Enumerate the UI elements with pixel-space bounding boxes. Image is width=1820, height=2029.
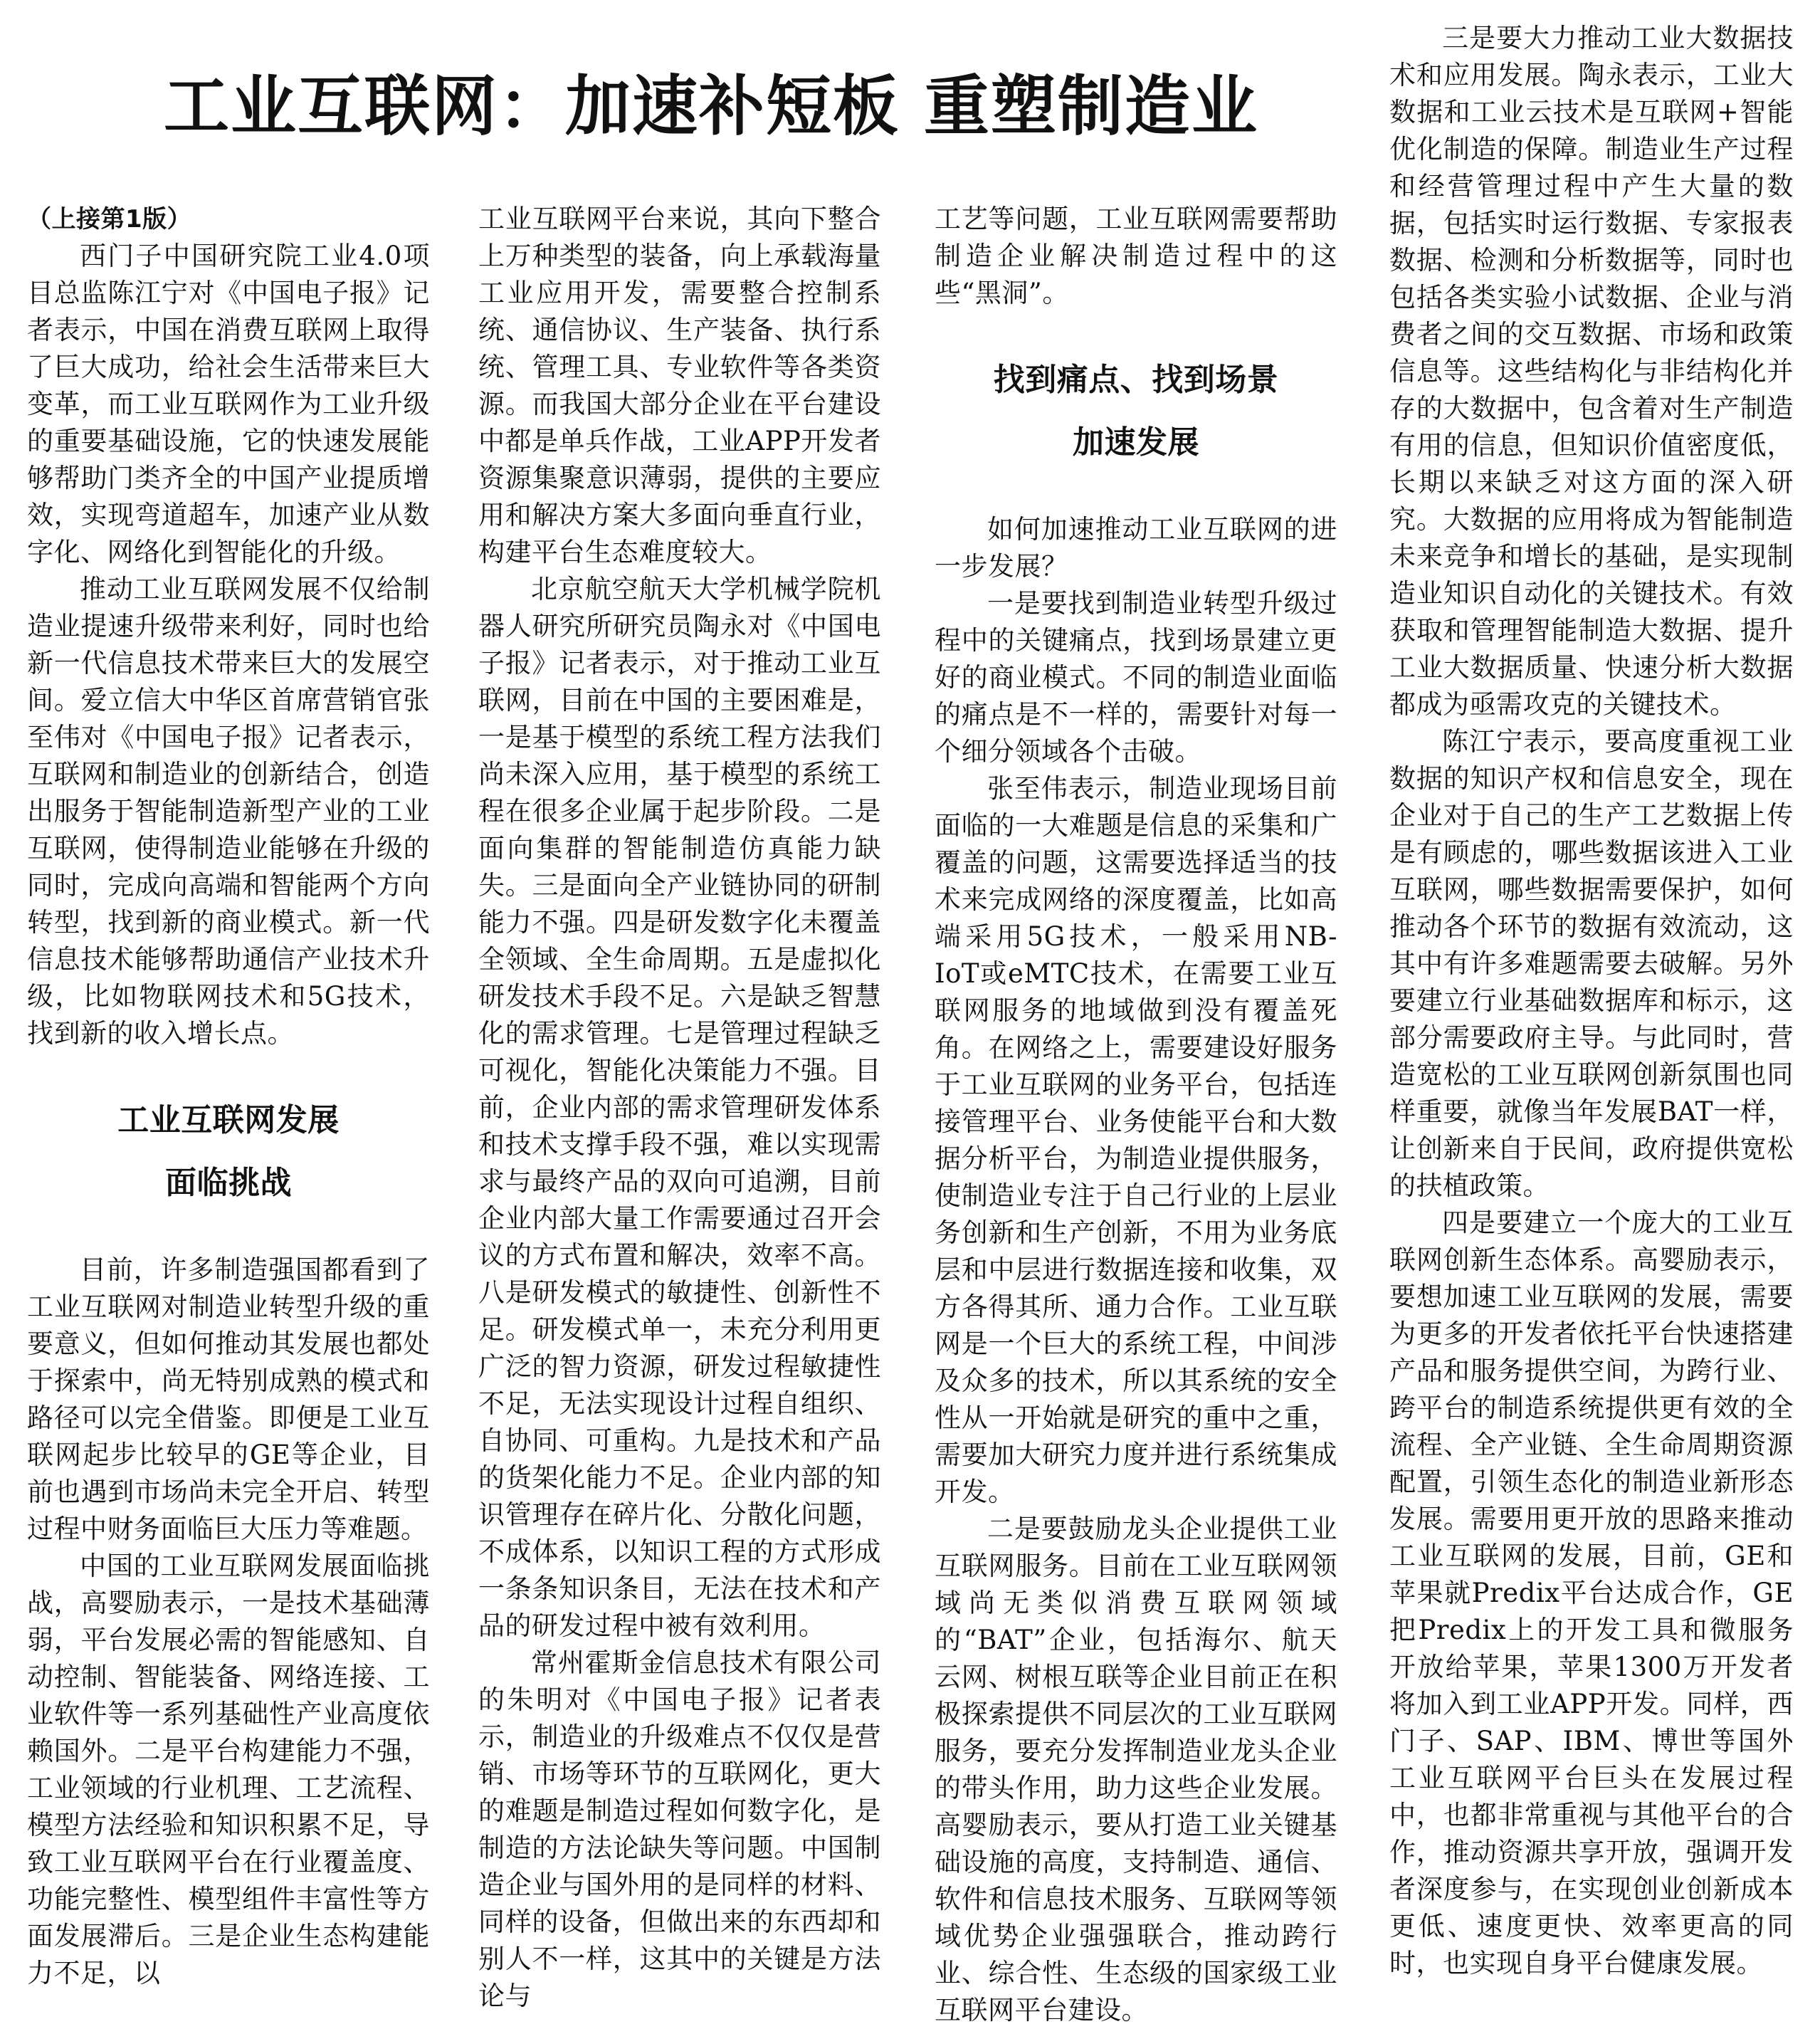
- paragraph: 西门子中国研究院工业4.0项目总监陈江宁对《中国电子报》记者表示，中国在消费互联网上取得了巨大成功，给社会生活带来巨大变革，而工业互联网作为工业升级的重要基础设施，它的快速发展能够帮助门类齐全的中国产业提质增效，实现弯道超车，加速产业从数字化、网络化到智能化的升级。: [27, 241, 430, 567]
- section-heading-line: 找到痛点、找到场景: [993, 362, 1279, 398]
- paragraph: 目前，许多制造强国都看到了工业互联网对制造业转型升级的重要意义，但如何推动其发展也都处于探索中，尚无特别成熟的模式和路径可以完全借鉴。即便是工业互联网起步比较早的GE等企业，目前也遇到市场尚未完全开启、转型过程中财务面临巨大压力等难题。: [27, 1254, 430, 1544]
- paragraph: 推动工业互联网发展不仅给制造业提速升级带来利好，同时也给新一代信息技术带来巨大的发展空间。爱立信大中华区首席营销官张至伟对《中国电子报》记者表示，互联网和制造业的创新结合，创造出服务于智能制造新型产业的工业互联网，使得制造业能够在升级的同时，完成向高端和智能两个方向转型，找到新的商业模式。新一代信息技术能够帮助通信产业技术升级，比如物联网技术和5G技术，找到新的收入增长点。: [27, 574, 430, 1049]
- article-column-4: [1389, 20, 1794, 1978]
- paragraph-continued: 工艺等问题，工业互联网需要帮助制造企业解决制造过程中的这些“黑洞”。: [935, 204, 1337, 308]
- paragraph: 北京航空航天大学机械学院机器人研究所研究员陶永对《中国电子报》记者表示，对于推动工业互联网，目前在中国的主要困难是，一是基于模型的系统工程方法我们尚未深入应用，基于模型的系统工程在很多企业属于起步阶段。二是面向集群的智能制造仿真能力缺失。三是面向全产业链协同的研制能力不强。四是研发数字化未覆盖全领域、全生命周期。五是虚拟化研发技术手段不足。六是缺乏智慧化的需求管理。七是管理过程缺乏可视化，智能化决策能力不强。目前，企业内部的需求管理研发体系和技术支撑手段不强，难以实现需求与最终产品的双向可追溯，目前企业内部大量工作需要通过召开会议的方式布置和解决，效率不高。八是研发模式的敏捷性、创新性不足。研发模式单一，未充分利用更广泛的智力资源，研发过程敏捷性不足，无法实现设计过程自组织、自协同、可重构。九是技术和产品的货架化能力不足。企业内部的知识管理存在碎片化、分散化问题，不成体系，以知识工程的方式形成一条条知识条目，无法在技术和产品的研发过程中被有效利用。: [478, 574, 881, 1641]
- paragraph: 陈江宁表示，要高度重视工业数据的知识产权和信息安全，现在企业对于自己的生产工艺数据上传是有顾虑的，哪些数据该进入工业互联网，哪些数据需要保护，如何推动各个环节的数据有效流动，这其中有许多难题需要去破解。另外要建立行业基础数据库和标示，这部分需要政府主导。与此同时，营造宽松的工业互联网创新氛围也同样重要，就像当年发展BAT一样，让创新来自于民间，政府提供宽松的扶植政策。: [1389, 726, 1794, 1201]
- article-column-3: [935, 201, 1337, 2025]
- headline: 工业互联网：加速补短板 重塑制造业: [164, 68, 1259, 145]
- paragraph: 一是要找到制造业转型升级过程中的关键痛点，找到场景建立更好的商业模式。不同的制造业面临的痛点是不一样的，需要针对每一个细分领域各个击破。: [935, 588, 1337, 767]
- continuation-note: （上接第1版）: [27, 205, 192, 234]
- paragraph: 中国的工业互联网发展面临挑战，高婴励表示，一是技术基础薄弱，平台发展必需的智能感知、自动控制、智能装备、网络连接、工业软件等一系列基础性产业高度依赖国外。二是平台构建能力不强，工业领域的行业机理、工艺流程、模型方法经验和知识积累不足，导致工业互联网平台在行业覆盖度、功能完整性、模型组件丰富性等方面发展滞后。三是企业生态构建能力不足，以: [27, 1551, 430, 1988]
- paragraph: 三是要大力推动工业大数据技术和应用发展。陶永表示，工业大数据和工业云技术是互联网+智能优化制造的保障。制造业生产过程和经营管理过程中产生大量的数据，包括实时运行数据、专家报表数据、检测和分析数据等，同时也包括各类实验小试数据、企业与消费者之间的交互数据、市场和政策信息等。这些结构化与非结构化并存的大数据中，包含着对生产制造有用的信息，但知识价值密度低，长期以来缺乏对这方面的深入研究。大数据的应用将成为智能制造未来竞争和增长的基础，是实现制造业知识自动化的关键技术。有效获取和管理智能制造大数据、提升工业大数据质量、快速分析大数据都成为亟需攻克的关键技术。: [1389, 23, 1794, 720]
- paragraph: 张至伟表示，制造业现场目前面临的一大难题是信息的采集和广覆盖的问题，这需要选择适当的技术来完成网络的深度覆盖，比如高端采用5G技术，一般采用NB-IoT或eMTC技术，在需要工业互联网服务的地域做到没有覆盖死角。在网络之上，需要建设好服务于工业互联网的业务平台，包括连接管理平台、业务使能平台和大数据分析平台，为制造业提供服务，使制造业专注于自己行业的上层业务创新和生产创新，不用为业务底层和中层进行数据连接和收集，双方各得其所、通力合作。工业互联网是一个巨大的系统工程，中间涉及众多的技术，所以其系统的安全性从一开始就是研究的重中之重，需要加大研究力度并进行系统集成开发。: [935, 773, 1337, 1507]
- section-heading-development: [935, 349, 1337, 474]
- section-heading-line: 面临挑战: [165, 1165, 292, 1201]
- paragraph-continued: 工业互联网平台来说，其向下整合上万种类型的装备，向上承载海量工业应用开发，需要整合控制系统、通信协议、生产装备、执行系统、管理工具、专业软件等各类资源。而我国大部分企业在平台建设中都是单兵作战，工业APP开发者资源集聚意识薄弱，提供的主要应用和解决方案大多面向垂直行业，构建平台生态难度较大。: [478, 204, 881, 567]
- paragraph: 二是要鼓励龙头企业提供工业互联网服务。目前在工业互联网领域尚无类似消费互联网领域的“BAT”企业，包括海尔、航天云网、树根互联等企业目前正在积极探索提供不同层次的工业互联网服务，要充分发挥制造业龙头企业的带头作用，助力这些企业发展。高婴励表示，要从打造工业关键基础设施的高度，支持制造、通信、软件和信息技术服务、互联网等领域优势企业强强联合，推动跨行业、综合性、生态级的国家级工业互联网平台建设。: [935, 1514, 1337, 2025]
- section-heading-line: 加速发展: [1073, 424, 1199, 461]
- article-column-2: [478, 201, 881, 2011]
- article-column-1: [27, 201, 430, 1988]
- section-heading-challenges: [27, 1089, 430, 1215]
- paragraph: 如何加速推动工业互联网的进一步发展？: [935, 514, 1337, 582]
- section-heading-line: 工业互联网发展: [117, 1102, 340, 1138]
- paragraph: 常州霍斯金信息技术有限公司的朱明对《中国电子报》记者表示，制造业的升级难点不仅仅是营销、市场等环节的互联网化，更大的难题是制造过程如何数字化，是制造的方法论缺失等问题。中国制造企业与国外用的是同样的材料、同样的设备，但做出来的东西却和别人不一样，这其中的关键是方法论与: [478, 1647, 881, 2011]
- paragraph: 四是要建立一个庞大的工业互联网创新生态体系。高婴励表示，要想加速工业互联网的发展，需要为更多的开发者依托平台快速搭建产品和服务提供空间，为跨行业、跨平台的制造系统提供更有效的全流程、全产业链、全生命周期资源配置，引领生态化的制造业新形态发展。需要用更开放的思路来推动工业互联网的发展，目前，GE和苹果就Predix平台达成合作，GE把Predix上的开发工具和微服务开放给苹果，苹果1300万开发者将加入到工业APP开发。同样，西门子、SAP、IBM、博世等国外工业互联网平台巨头在发展过程中，也都非常重视与其他平台的合作，推动资源共享开放，强调开发者深度参与，在实现创业创新成本更低、速度更快、效率更高的同时，也实现自身平台健康发展。: [1389, 1207, 1794, 1978]
